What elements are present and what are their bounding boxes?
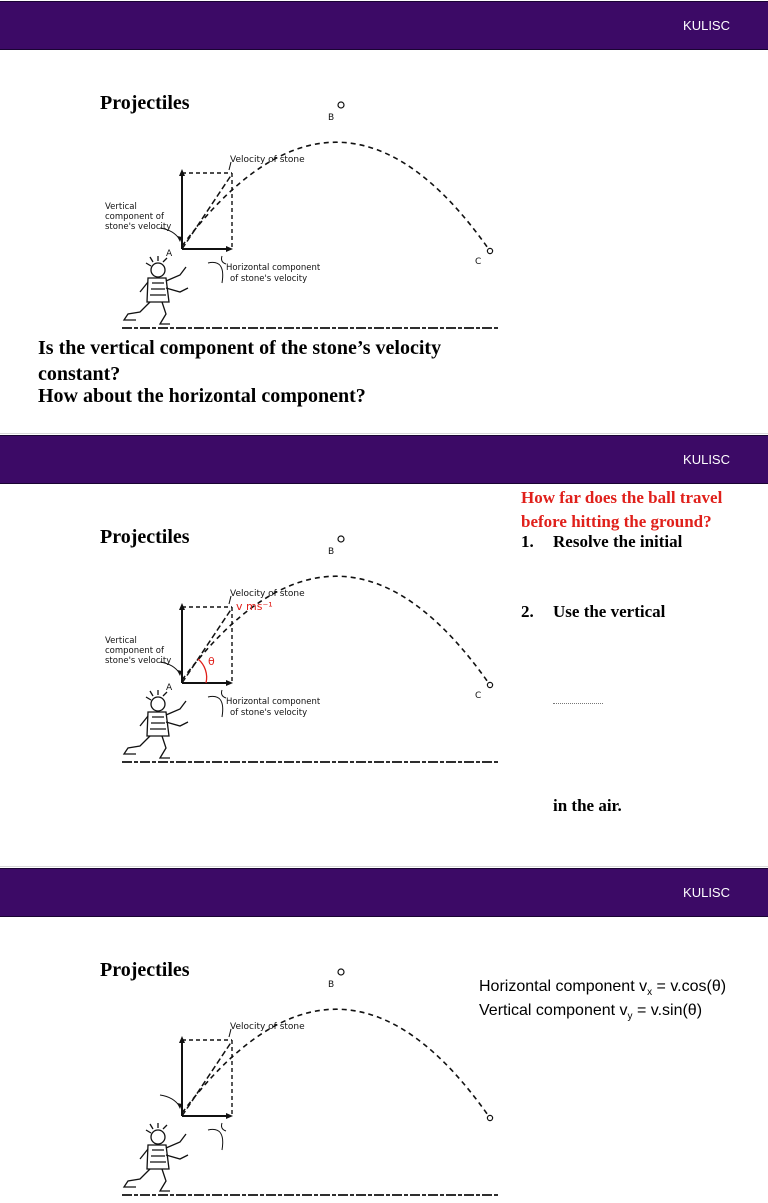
slide-3 <box>0 867 768 1032</box>
step-3 <box>521 796 622 815</box>
step-3-text: in the air. <box>553 796 622 815</box>
horizontal-label-line1: Horizontal component <box>226 263 321 273</box>
horizontal-label-line2: of stone's velocity <box>230 274 308 284</box>
speed-label: v ms⁻¹ <box>236 600 273 613</box>
step-1-number: 1. <box>521 532 534 551</box>
question-line-1: Is the vertical component of the stone’s velocity constant? <box>38 337 442 385</box>
horizontal-label-line2: of stone's velocity <box>230 708 308 718</box>
vertical-label-line2: component of <box>105 646 164 656</box>
projectile-diagram <box>100 530 505 770</box>
point-c-label: C <box>475 691 482 701</box>
vertical-label-line3: stone's velocity <box>105 656 172 666</box>
formula-v-suffix: = v.sin(θ) <box>632 1002 703 1019</box>
step-1 <box>521 532 683 551</box>
velocity-label: Velocity of stone <box>230 589 305 599</box>
projectile-diagram <box>100 963 505 1203</box>
question-text <box>38 335 508 409</box>
slide-header-bar <box>0 868 768 917</box>
formula-h-suffix: = v.cos(θ) <box>652 978 727 995</box>
vertical-label-line3: stone's velocity <box>105 222 172 232</box>
point-c-label: C <box>475 257 482 267</box>
slide-2 <box>0 434 768 867</box>
formula-v-sub: y <box>627 1011 633 1023</box>
point-b-label: B <box>328 113 335 123</box>
brand-label: KULISC <box>683 452 730 467</box>
formula-v-prefix: Vertical component v <box>479 1002 628 1019</box>
dotted-mark <box>553 703 603 704</box>
step-2 <box>521 602 666 621</box>
step-2-text: Use the vertical <box>553 602 666 621</box>
point-a-label: A <box>166 683 173 693</box>
brand-label: KULISC <box>683 885 730 900</box>
slide-header-bar <box>0 435 768 484</box>
velocity-label: Velocity of stone <box>230 155 305 165</box>
angle-label: θ <box>208 655 215 668</box>
point-b-label: B <box>328 547 335 557</box>
vertical-label-line1: Vertical <box>105 202 137 212</box>
velocity-label: Velocity of stone <box>230 1022 305 1032</box>
vertical-label-line1: Vertical <box>105 636 137 646</box>
slide-title: Projectiles <box>100 92 190 114</box>
brand-label: KULISC <box>683 18 730 33</box>
angle-arc <box>198 659 207 683</box>
slide-title: Projectiles <box>100 959 190 981</box>
formula-h-prefix: Horizontal component v <box>479 978 648 995</box>
question-line-2: How about the horizontal component? <box>38 385 366 407</box>
projectile-diagram <box>100 96 505 336</box>
slide-header-bar <box>0 1 768 50</box>
slide-1 <box>0 0 768 433</box>
horizontal-label-line1: Horizontal component <box>226 697 321 707</box>
red-question: How far does the ball travel before hitting the ground? <box>521 488 723 531</box>
step-2-number: 2. <box>521 602 534 621</box>
slide-title: Projectiles <box>100 526 190 548</box>
horizontal-component-formula <box>479 978 726 998</box>
vertical-label-line2: component of <box>105 212 164 222</box>
point-a-label: A <box>166 249 173 259</box>
vertical-component-formula <box>479 1002 702 1022</box>
formula-h-sub: x <box>647 987 653 999</box>
point-b-label: B <box>328 980 335 990</box>
step-1-text: Resolve the initial <box>553 532 683 551</box>
